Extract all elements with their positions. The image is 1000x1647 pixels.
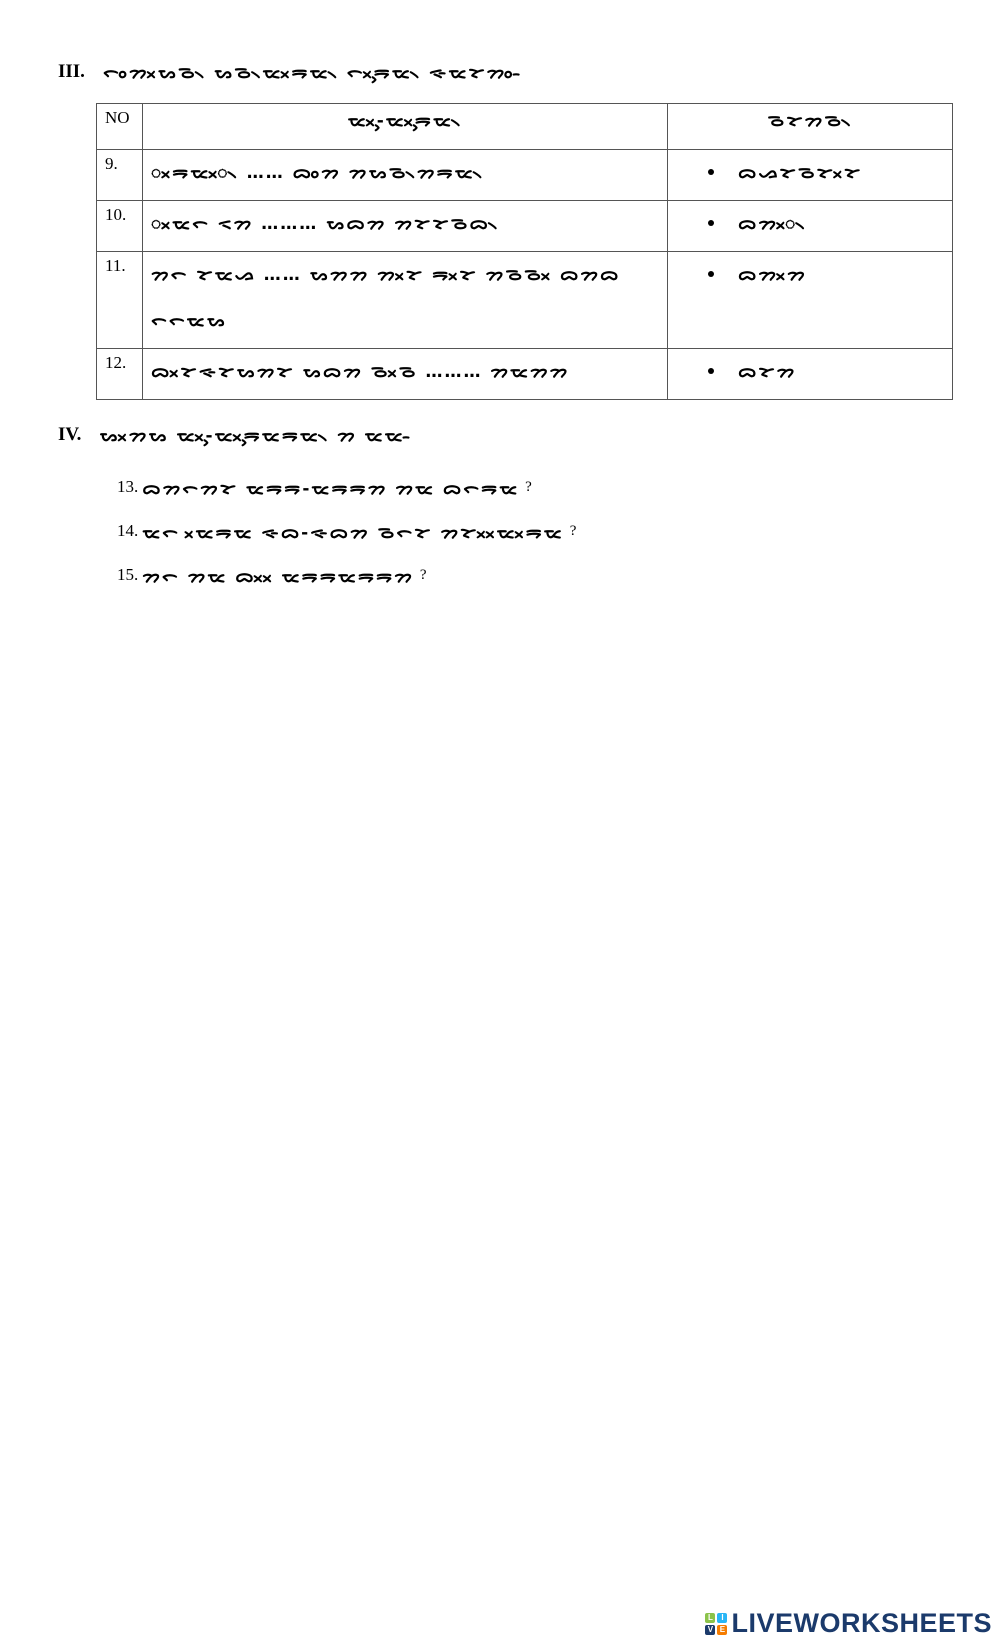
row-question: [143, 252, 668, 349]
header-question-label: ᯔᯬᯮ-ᯔᯬᯮᯒᯔ᯲: [347, 111, 463, 131]
question-mark: ?: [525, 478, 532, 495]
row-question-text: ᯅᯬᯘᯐᯘᯗᯂᯘ ᯗᯅᯂ ᯉᯬᯉ ……… ᯂᯔᯂᯂ: [151, 362, 570, 382]
section-3-heading: [58, 60, 522, 83]
liveworksheets-logo[interactable]: [705, 1608, 992, 1639]
question-number: 15.: [117, 565, 139, 584]
answer-option-text: ᯅᯂᯬᯂ: [738, 265, 807, 285]
header-answer: [668, 104, 953, 150]
logo-text: LIVEWORKSHEETS: [731, 1608, 992, 1638]
answer-option[interactable]: [676, 205, 944, 234]
section-4-number: IV.: [58, 423, 82, 445]
logo-tiles-icon: [705, 1613, 727, 1635]
table-header-row: [97, 104, 953, 150]
logo-tile-e: E: [717, 1625, 727, 1635]
header-question: [143, 104, 668, 150]
question-list: [117, 465, 576, 597]
question-table: [96, 103, 952, 400]
row-number: 12.: [97, 349, 143, 400]
section-3-title: ᯞᯪᯂᯬᯗᯉ᯲ ᯗᯉ᯲ᯔᯬᯒᯔ᯲ ᯞᯬᯮᯒᯔ᯲ ᯐᯔᯘᯪᯂ᯳: [102, 63, 523, 83]
question-text: ᯂᯞ ᯂᯔ ᯅᯬᯬ ᯔᯒᯒᯔᯒᯒᯂ: [142, 566, 414, 587]
row-question: [143, 349, 668, 400]
bullet-icon: [708, 169, 714, 175]
table-row: [97, 201, 953, 252]
section-4-heading: [58, 423, 412, 446]
bullet-icon: [708, 271, 714, 277]
table-row: [97, 252, 953, 349]
row-answer: [668, 252, 953, 349]
question-text: ᯅᯂᯞᯂᯘ ᯔᯒᯒ-ᯔᯒᯒᯂ ᯂᯔ ᯅᯞᯒᯔ: [142, 478, 520, 499]
row-number: 9.: [97, 150, 143, 201]
list-item: [117, 509, 576, 553]
answer-option-text: ᯅᯘᯂ: [738, 362, 797, 382]
answer-option[interactable]: [676, 256, 944, 285]
answer-option-text: ᯅᯀᯘᯉᯘᯬᯘ: [738, 163, 863, 183]
row-number: 11.: [97, 252, 143, 349]
row-answer: [668, 150, 953, 201]
row-answer: [668, 201, 953, 252]
table-row: [97, 150, 953, 201]
logo-tile-i: I: [717, 1613, 727, 1623]
row-question-text: ᯬᯒᯔᯬ᯲ …… ᯅᯪᯂ ᯂᯗᯉ᯲ᯂᯒᯔ᯲: [151, 163, 484, 183]
section-4-title: ᯗᯬᯂᯗ ᯔᯬᯮ-ᯔᯬᯮᯒᯔᯒᯔ᯲ ᯂ ᯔᯔ᯳: [99, 426, 413, 446]
section-3-number: III.: [58, 60, 85, 82]
row-question: [143, 150, 668, 201]
logo-tile-l: L: [705, 1613, 715, 1623]
question-text: ᯔᯞ ᯬᯔᯒᯔ ᯐᯅ-ᯐᯅᯂ ᯉᯞᯘ ᯂᯘᯬᯬᯔᯬᯒᯔ: [142, 522, 564, 543]
table-row: [97, 349, 953, 400]
row-answer: [668, 349, 953, 400]
row-question-text: ᯬᯔᯞ ᯑᯂ ……… ᯗᯅᯂ ᯂᯘᯘᯉᯅ᯲: [151, 214, 500, 234]
logo-tile-v: V: [705, 1625, 715, 1635]
question-number: 14.: [117, 521, 139, 540]
row-question: [143, 201, 668, 252]
bullet-icon: [708, 220, 714, 226]
answer-option[interactable]: [676, 154, 944, 183]
answer-option-text: ᯅᯂᯬ᯲: [738, 214, 807, 234]
row-number: 10.: [97, 201, 143, 252]
header-answer-label: ᯉᯘᯂᯉ᯲: [767, 111, 853, 131]
row-question-text-line-2: ᯞᯞᯔᯗ: [151, 311, 227, 331]
bullet-icon: [708, 368, 714, 374]
question-mark: ?: [419, 566, 427, 583]
row-question-text-line-1: ᯂᯞ ᯘᯔᯀ …… ᯗᯂᯂ ᯂᯬᯘ ᯒᯬᯘ ᯂᯉᯉᯬ ᯅᯂᯅ: [151, 265, 621, 285]
header-no: NO: [97, 104, 143, 150]
answer-option[interactable]: [676, 353, 944, 382]
question-number: 13.: [117, 477, 139, 496]
list-item: [117, 465, 576, 509]
list-item: [117, 553, 576, 597]
question-mark: ?: [569, 522, 577, 539]
